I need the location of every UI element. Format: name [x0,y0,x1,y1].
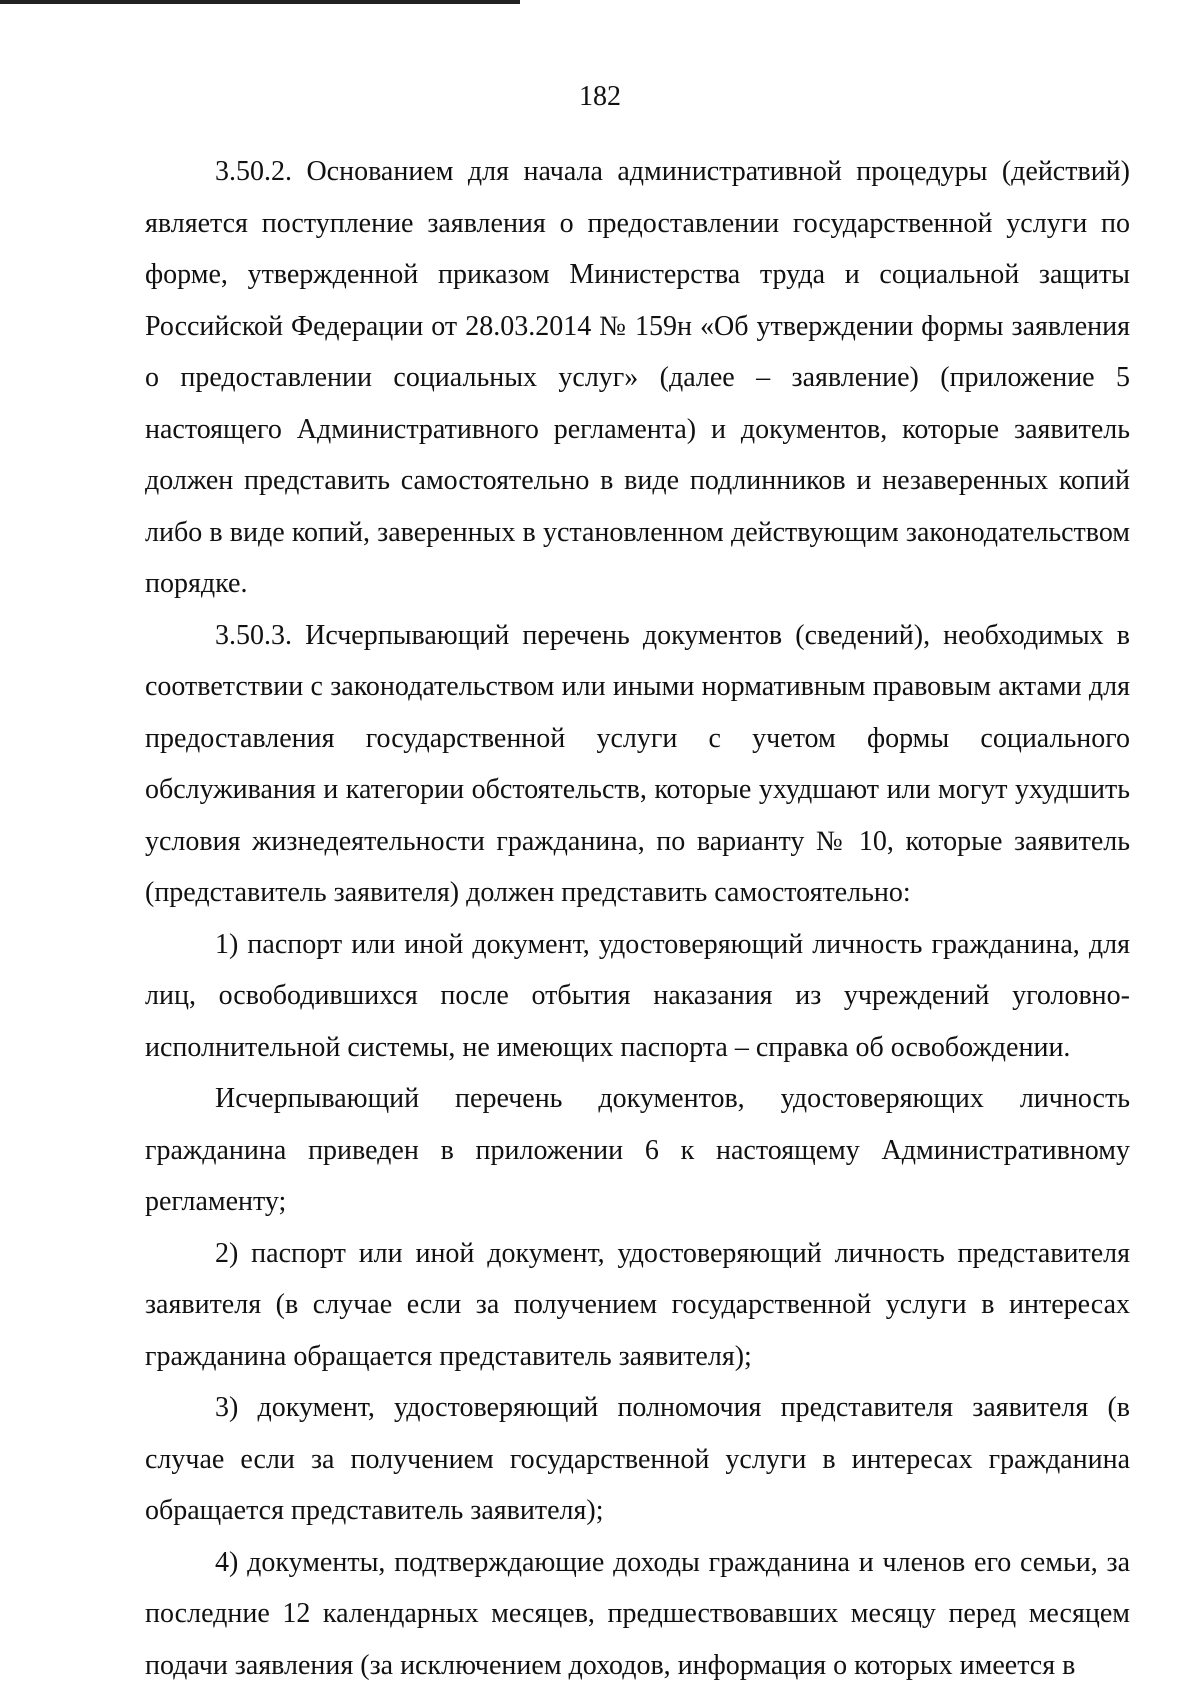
top-rule [0,0,520,4]
page-number: 182 [0,80,1200,114]
paragraph-3-50-2: 3.50.2. Основанием для начала административной процедуры (действий) является поступление заявления о предоставлении государственной услуги по форме, утвержденной приказом Министерства труда и социальной защиты Российской Федерации от 28.03.2014 № 159н «Об утверждении формы заявления о предоставлении социальных услуг» (далее – заявление) (приложение 5 настоящего Административного регламента) и документов, которые заявитель должен представить самостоятельно в виде подлинников и незаверенных копий либо в виде копий, заверенных в установленном действующим законодательством порядке. [145,146,1130,610]
list-item-4: 4) документы, подтверждающие доходы гражданина и членов его семьи, за последние 12 календарных месяцев, предшествовавших месяцу перед месяцем подачи заявления (за исключением доходов, информация о которых имеется в [145,1537,1130,1691]
paragraph-3-50-3: 3.50.3. Исчерпывающий перечень документов (сведений), необходимых в соответствии с законодательством или иными нормативным правовым актами для предоставления государственной услуги с учетом формы социального обслуживания и категории обстоятельств, которые ухудшают или могут ухудшить условия жизнедеятельности гражданина, по варианту № 10, которые заявитель (представитель заявителя) должен представить самостоятельно: [145,610,1130,919]
list-item-1: 1) паспорт или иной документ, удостоверяющий личность гражданина, для лиц, освободившихся после отбытия наказания из учреждений уголовно-исполнительной системы, не имеющих паспорта – справка об освобождении. [145,919,1130,1074]
list-item-3: 3) документ, удостоверяющий полномочия представителя заявителя (в случае если за получением государственной услуги в интересах гражданина обращается представитель заявителя); [145,1382,1130,1537]
paragraph-identity-documents: Исчерпывающий перечень документов, удостоверяющих личность гражданина приведен в приложении 6 к настоящему Административному регламенту; [145,1073,1130,1228]
document-body [145,146,1130,1691]
list-item-2: 2) паспорт или иной документ, удостоверяющий личность представителя заявителя (в случае если за получением государственной услуги в интересах гражданина обращается представитель заявителя); [145,1228,1130,1383]
